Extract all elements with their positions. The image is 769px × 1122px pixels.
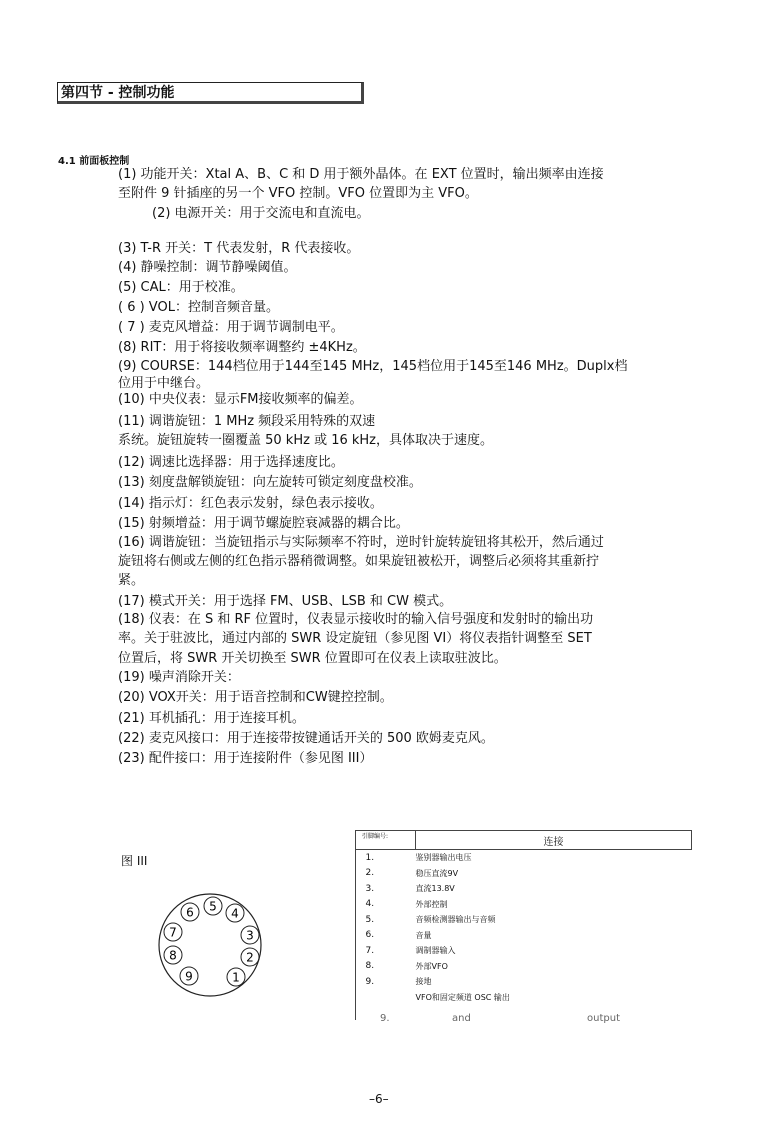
connector-pin [241,926,259,944]
pin-number-header: 引脚编号: [356,831,416,850]
svg-text:6: 6 [186,905,194,920]
text-line: (11) 调谐旋钮：1 MHz 频段采用特殊的双速 [118,414,376,429]
pin-description: 鉴别器输出电压 [415,853,472,863]
pin-description: 外部VFO [415,961,448,971]
connector-pin [227,968,245,986]
text-line: 位置后，将 SWR 开关切换至 SWR 位置即可在仪表上读取驻波比。 [118,651,507,666]
svg-text:8: 8 [169,948,177,963]
text-line: (3) T-R 开关：T 代表发射，R 代表接收。 [118,241,360,256]
pin-number: 1. [365,852,375,863]
connector-pin [226,904,244,922]
pin-number: 5. [365,914,375,925]
text-line: (13) 刻度盘解锁旋钮：向左旋转可锁定刻度盘校准。 [118,475,422,490]
text-line: 至附件 9 针插座的另一个 VFO 控制。VFO 位置即为主 VFO。 [118,186,478,201]
svg-text:4: 4 [231,906,239,921]
text-line: (18) 仪表：在 S 和 RF 位置时，仪表显示接收时的输入信号强度和发射时的输出功 [118,612,594,627]
text-line: (4) 静噪控制：调节静噪阈值。 [118,260,297,275]
text-line: 旋钮将右侧或左侧的红色指示器稍微调整。如果旋钮被松开，调整后必须将其重新拧 [118,554,600,569]
connector-pin [241,948,259,966]
faded-text: output [587,1013,620,1024]
table-row [356,990,692,1006]
pin-number: 4. [365,899,375,910]
text-line: (19) 噪声消除开关： [118,670,240,685]
svg-text:3: 3 [246,928,254,943]
pin-description: 音量 [415,930,432,940]
table-row [356,866,692,882]
text-line: (16) 调谐旋钮：当旋钮指示与实际频率不符时，逆时针旋转旋钮将其松开，然后通过 [118,535,604,550]
connector-pin [204,897,222,915]
text-line: (10) 中央仪表：显示FM接收频率的偏差。 [118,392,363,407]
table-row [356,974,692,990]
pin-description: 调制器输入 [415,946,456,956]
pin-number: 9. [365,976,375,987]
pin-description: 音频检测器输出与音频 [415,915,496,925]
table-row [356,850,692,866]
pin-number: 7. [365,945,375,956]
text-line: 率。关于驻波比，通过内部的 SWR 设定旋钮（参见图 VI）将仪表指针调整至 SET [118,631,592,646]
svg-text:2: 2 [246,950,254,965]
svg-text:5: 5 [209,899,217,914]
table-row [356,881,692,897]
text-line: 系统。旋钮旋转一圈覆盖 50 kHz 或 16 kHz，具体取决于速度。 [118,433,494,448]
nine-pin-connector-diagram [155,890,265,1000]
text-line: (15) 射频增益：用于调节螺旋腔衰减器的耦合比。 [118,516,409,531]
table-left-border [355,848,356,1020]
text-line: 紧。 [118,573,145,588]
text-line: (12) 调速比选择器：用于选择速度比。 [118,455,344,470]
text-line: (23) 配件接口：用于连接附件（参见图 III） [118,751,373,766]
svg-text:9: 9 [185,969,193,984]
text-line: (8) RIT：用于将接收频率调整约 ±4KHz。 [118,340,366,355]
connector-pin [181,903,199,921]
table-row [356,959,692,975]
text-line: (21) 耳机插孔：用于连接耳机。 [118,711,305,726]
pin-description: 稳压直流9V [415,868,459,878]
connector-pin [180,967,198,985]
table-row [356,928,692,944]
text-line: ( 7 ) 麦克风增益：用于调节调制电平。 [118,320,344,335]
table-row [356,897,692,913]
svg-text:7: 7 [169,925,177,940]
connector-pin [164,923,182,941]
text-line: (22) 麦克风接口：用于连接带按键通话开关的 500 欧姆麦克风。 [118,731,494,746]
pin-number [356,990,416,1006]
pin-number: 8. [365,961,375,972]
text-line: (1) 功能开关：Xtal A、B、C 和 D 用于额外晶体。在 EXT 位置时，输出频率由连接 [118,167,604,182]
subsection-title: 4.1 前面板控制 [58,156,130,167]
pin-description: VFO和固定频道 OSC 输出 [415,992,510,1002]
faded-text: and [452,1013,471,1024]
connector-pin [164,946,182,964]
pin-description: 接地 [415,977,432,987]
pin-description: 直流13.8V [415,884,455,894]
pin-number: 2. [365,868,375,879]
svg-text:1: 1 [232,970,240,985]
text-line: (20) VOX开关：用于语音控制和CW键控控制。 [118,690,393,705]
pin-description: 外部控制 [415,899,448,909]
connection-header: 连接 [416,831,692,850]
text-line: 位用于中继台。 [118,376,210,391]
section-title: 第四节 - 控制功能 [57,82,364,104]
pin-number: 6. [365,930,375,941]
table-row [356,912,692,928]
pin-number: 3. [365,883,375,894]
page-number: –6– [369,1092,389,1106]
text-line: (17) 模式开关：用于选择 FM、USB、LSB 和 CW 模式。 [118,594,453,609]
pin-table [355,830,692,1005]
text-line: ( 6 ) VOL：控制音频音量。 [118,300,279,315]
text-line: (14) 指示灯：红色表示发射，绿色表示接收。 [118,496,383,511]
table-row [356,943,692,959]
text-line: (5) CAL：用于校准。 [118,280,244,295]
faded-text: 9. [380,1013,390,1024]
text-line: (9) COURSE：144档位用于144至145 MHz，145档位用于145至146 MHz。Duplx档 [118,359,628,374]
figure-label: 图 III [121,854,148,868]
text-line: (2) 电源开关：用于交流电和直流电。 [152,206,370,221]
